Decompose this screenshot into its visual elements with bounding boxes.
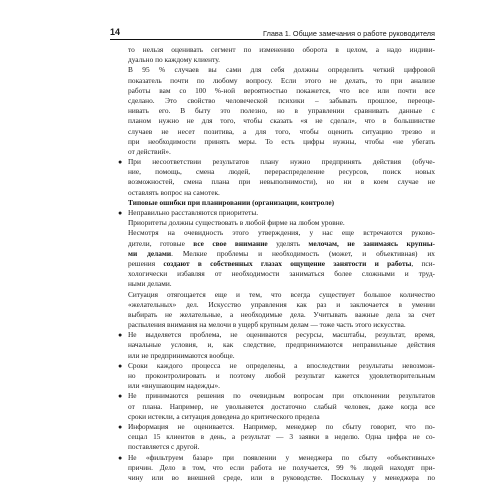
text-line: ние, помощь, смена людей, перераспределение ресурсов, поиск новых xyxy=(128,167,435,177)
bullet-icon: ● xyxy=(118,361,123,370)
text-line: ми делами. Мелкие проблемы и необходимость (может, и объективная) их xyxy=(128,248,435,258)
running-header xyxy=(110,28,435,40)
text-line: Ситуация отягощается еще и тем, что всегда существует большое количество xyxy=(128,289,435,299)
bullet-item xyxy=(110,453,435,484)
text-line: возможностей, смена плана при невыполнимости), но ни в коем случае не xyxy=(128,177,435,187)
bullet-icon: ● xyxy=(118,453,123,462)
text-line: случаев не несет позитива, а для того, чтобы оценить ситуацию трезво и xyxy=(128,126,435,136)
text-line: Сроки каждого процесса не определены, а впоследствии результаты невозмож- xyxy=(128,360,435,370)
bullet-item xyxy=(110,391,435,422)
text-line: дуально по каждому клиенту. xyxy=(128,55,220,65)
bullet-item xyxy=(110,330,435,361)
bullet-icon: ● xyxy=(118,392,123,401)
text-line: Несмотря на очевидность этого утверждения, у нас еще встречаются руково- xyxy=(128,228,435,238)
bullet-item xyxy=(110,422,435,453)
text-line: решения создают в собственных глазах ощущение занятости и работы, пси- xyxy=(128,258,436,268)
text-line: при необходимости принять меры. То есть цифры нужны, чтобы «не убегать xyxy=(128,136,435,146)
text-line: выбирать не желательные, а необходимые дела. Учитывать важные дела за счет xyxy=(128,309,435,319)
chapter-title: Глава 1. Общие замечания о работе руководителя xyxy=(263,29,435,38)
text-line: работы вам со 100 %-ной вероятностью покажется, что все или почти все xyxy=(128,85,435,95)
paragraph xyxy=(110,65,435,157)
section-subheading: Типовые ошибки при планировании (организации, контроле) xyxy=(128,197,335,207)
bullet-item xyxy=(110,208,435,218)
page-number: 14 xyxy=(110,27,121,37)
text-line: Неправильно расставляются приоритеты. xyxy=(128,208,259,217)
text-line: сещал 15 клиентов в день, а результат — 3 заявки в неделю. Одна цифра не со- xyxy=(128,432,435,442)
text-line: сделано. Это свойство человеческой психики – забывать прошлое, переоце- xyxy=(128,95,435,105)
text-line: или не предпринимаются вообще. xyxy=(128,350,235,360)
paragraph xyxy=(110,218,435,289)
paragraph xyxy=(110,45,435,65)
text-line: от действий». xyxy=(128,146,171,156)
page-body xyxy=(110,45,435,483)
bullet-icon: ● xyxy=(118,209,123,217)
text-line: При несоответствии результатов плану нужно предпринять действия (обуче- xyxy=(128,157,435,167)
text-line: нивать его. В быту это полезно, но в управлении сравнивать данные с xyxy=(128,106,435,116)
text-line: Информация не оценивается. Например, менеджер по сбыту говорит, что по- xyxy=(128,421,435,431)
text-line: В 95 % случаев вы сами для себя должны определить четкий цифровой xyxy=(128,65,435,75)
text-line: планом нужно не для того, чтобы сказать «я не сделал», что в большинстве xyxy=(128,116,435,126)
text-line: «желательных» дел. Искусство управления как раз и заключается в умении xyxy=(128,299,435,309)
text-line: сроки истекли, а ситуация доведена до критического предела xyxy=(128,411,320,421)
text-line: ными делами. xyxy=(128,279,172,289)
text-line: Приоритеты должны существовать в любой фирме на любом уровне. xyxy=(128,218,345,228)
text-line: причин. Дело в том, что если работа не получается, 99 % людей находят при- xyxy=(128,462,435,472)
text-line: от плана. Например, не увольняется достаточно слабый человек, даже когда все xyxy=(128,401,435,411)
text-line: поставляется с другой. xyxy=(128,442,200,452)
text-line: распыления внимания на мелочи в ущерб крупным делам — тоже часть этого искусства. xyxy=(128,320,406,330)
paragraph xyxy=(110,290,435,331)
text-line: Не «фильтруем базар» при появлении у менеджера по сбыту «объективных» xyxy=(128,452,435,462)
bullet-icon: ● xyxy=(118,331,123,340)
text-line: Не выделяется проблема, не оцениваются ресурсы, масштабы, результат, время, xyxy=(128,330,435,340)
bullet-item xyxy=(110,361,435,392)
text-line: начальные условия, и, как следствие, предпринимаются неправильные действия xyxy=(128,340,435,350)
text-line: Не принимаются решения по очевидным вопросам при отклонении результатов xyxy=(128,391,435,401)
text-line: чину или во внешней среде, или в руководстве. Поскольку у менеджера по xyxy=(128,472,435,482)
bullet-icon: ● xyxy=(118,422,123,431)
text-line: или «внушающим надежды». xyxy=(128,381,221,391)
bullet-item xyxy=(110,157,435,198)
text-line: но проконтролировать и поэтому любой результат кажется удовлетворительным xyxy=(128,371,435,380)
text-line: дители, готовые все свое внимание уделять мелочам, не занимаясь крупны- xyxy=(128,238,436,248)
text-line: оставлять вопрос на самотек. xyxy=(128,187,220,197)
text-line: показатель почти по любому вопросу. Если этого не делать, то при анализе xyxy=(128,75,435,85)
bullet-icon: ● xyxy=(118,158,123,167)
text-line: то нельзя оценивать сегмент по изменению оборота в целом, а надо индиви- xyxy=(128,45,435,54)
text-line: хологически избавляя от необходимости заниматься более сложными и труд- xyxy=(128,269,435,279)
